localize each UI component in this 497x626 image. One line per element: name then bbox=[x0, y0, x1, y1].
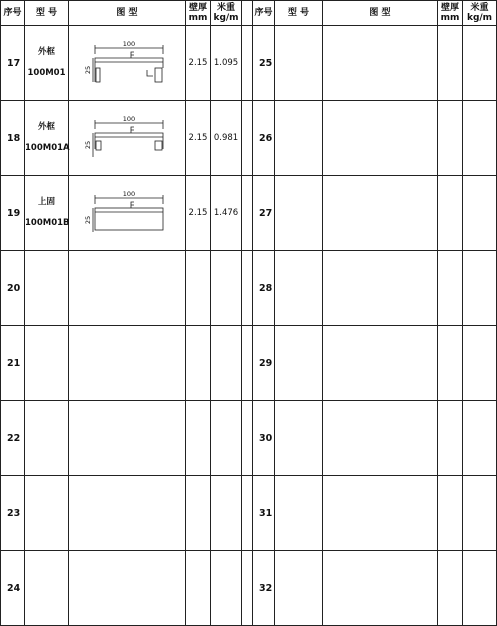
profile-right-leg bbox=[155, 141, 162, 150]
row-model-right bbox=[275, 251, 323, 326]
row-seq-right: 29 bbox=[253, 326, 275, 401]
row-spacer bbox=[242, 251, 253, 326]
row-thickness-right bbox=[438, 401, 463, 476]
header-thickness-right bbox=[438, 1, 463, 26]
row-figure-right bbox=[323, 26, 438, 101]
row-figure-right bbox=[323, 551, 438, 626]
table-row bbox=[1, 26, 497, 101]
row-seq-right: 25 bbox=[253, 26, 275, 101]
row-seq-right: 26 bbox=[253, 101, 275, 176]
model-name: 上固 bbox=[37, 197, 55, 207]
table-row bbox=[1, 476, 497, 551]
row-weight bbox=[211, 326, 242, 401]
row-figure-right bbox=[323, 326, 438, 401]
row-model bbox=[25, 551, 69, 626]
row-thickness-right bbox=[438, 101, 463, 176]
row-figure bbox=[69, 251, 186, 326]
row-seq: 20 bbox=[1, 251, 25, 326]
row-spacer bbox=[242, 101, 253, 176]
row-seq-right: 31 bbox=[253, 476, 275, 551]
header-weight-unit-right: kg/m bbox=[466, 13, 493, 23]
profile-drawing bbox=[85, 115, 169, 161]
profile-lip bbox=[147, 70, 153, 76]
row-figure-right bbox=[323, 251, 438, 326]
row-spacer bbox=[242, 401, 253, 476]
width-dimension-label: 100 bbox=[122, 190, 136, 198]
row-figure bbox=[69, 401, 186, 476]
row-weight-right bbox=[463, 176, 497, 251]
row-thickness-right bbox=[438, 326, 463, 401]
table-row bbox=[1, 401, 497, 476]
height-dimension-label: 25 bbox=[84, 215, 92, 225]
header-thickness-label: 壁厚 bbox=[188, 3, 207, 13]
width-dimension-label: 100 bbox=[122, 40, 136, 48]
row-thickness-right bbox=[438, 251, 463, 326]
row-model bbox=[25, 326, 69, 401]
header-weight-label-right: 米重 bbox=[470, 3, 489, 13]
row-spacer bbox=[242, 326, 253, 401]
row-figure-right bbox=[323, 401, 438, 476]
header-spacer bbox=[242, 1, 253, 26]
row-seq-right: 32 bbox=[253, 551, 275, 626]
row-seq: 24 bbox=[1, 551, 25, 626]
row-figure-right bbox=[323, 176, 438, 251]
row-model bbox=[25, 101, 69, 176]
width-dimension-label: 100 bbox=[122, 115, 136, 123]
row-seq: 19 bbox=[1, 176, 25, 251]
row-model-right bbox=[275, 551, 323, 626]
table-row bbox=[1, 251, 497, 326]
header-thickness bbox=[186, 1, 211, 26]
row-figure bbox=[69, 326, 186, 401]
row-spacer bbox=[242, 551, 253, 626]
row-model bbox=[25, 251, 69, 326]
row-weight-right bbox=[463, 551, 497, 626]
table-row bbox=[1, 551, 497, 626]
model-code: 100M01B bbox=[25, 218, 70, 228]
row-weight-right bbox=[463, 401, 497, 476]
row-weight-right bbox=[463, 101, 497, 176]
row-weight: 1.476 bbox=[211, 176, 242, 251]
row-model-right bbox=[275, 476, 323, 551]
row-model-right bbox=[275, 401, 323, 476]
row-thickness-right bbox=[438, 26, 463, 101]
table-body bbox=[1, 26, 497, 626]
row-spacer bbox=[242, 476, 253, 551]
row-figure bbox=[69, 476, 186, 551]
header-thickness-unit-right: mm bbox=[440, 13, 460, 23]
model-name: 外框 bbox=[37, 122, 55, 132]
profile-left-leg bbox=[96, 68, 100, 82]
header-model: 型 号 bbox=[25, 1, 69, 26]
profile-clip bbox=[131, 202, 134, 208]
height-dimension-label: 25 bbox=[84, 140, 92, 150]
header-row bbox=[1, 1, 497, 26]
row-model-right bbox=[275, 101, 323, 176]
row-figure bbox=[69, 101, 186, 176]
row-weight-right bbox=[463, 251, 497, 326]
row-figure bbox=[69, 551, 186, 626]
profile-clip bbox=[131, 127, 134, 133]
header-seq-right: 序号 bbox=[253, 1, 275, 26]
row-thickness-right bbox=[438, 476, 463, 551]
row-seq-right: 28 bbox=[253, 251, 275, 326]
row-model-right bbox=[275, 26, 323, 101]
row-seq-right: 30 bbox=[253, 401, 275, 476]
table-row bbox=[1, 101, 497, 176]
row-spacer bbox=[242, 26, 253, 101]
profile-left-leg bbox=[96, 141, 101, 150]
header-thickness-label-right: 壁厚 bbox=[440, 3, 459, 13]
row-thickness: 2.15 bbox=[186, 101, 211, 176]
row-weight bbox=[211, 551, 242, 626]
row-seq: 23 bbox=[1, 476, 25, 551]
row-seq: 17 bbox=[1, 26, 25, 101]
header-model-right: 型 号 bbox=[275, 1, 323, 26]
row-model-right bbox=[275, 326, 323, 401]
row-model bbox=[25, 176, 69, 251]
row-seq: 21 bbox=[1, 326, 25, 401]
row-weight-right bbox=[463, 476, 497, 551]
model-name: 外框 bbox=[37, 47, 55, 57]
header-figure: 图 型 bbox=[69, 1, 186, 26]
header-figure-right: 图 型 bbox=[323, 1, 438, 26]
row-thickness: 2.15 bbox=[186, 176, 211, 251]
row-seq: 18 bbox=[1, 101, 25, 176]
row-weight: 1.095 bbox=[211, 26, 242, 101]
header-weight-right bbox=[463, 1, 497, 26]
table-row bbox=[1, 176, 497, 251]
header-weight-label: 米重 bbox=[216, 3, 235, 13]
profile-right-leg bbox=[155, 68, 162, 82]
row-weight-right bbox=[463, 26, 497, 101]
row-model-right bbox=[275, 176, 323, 251]
row-figure bbox=[69, 176, 186, 251]
row-figure-right bbox=[323, 101, 438, 176]
header-weight-unit: kg/m bbox=[213, 13, 239, 23]
profile-outline bbox=[95, 208, 163, 230]
row-thickness bbox=[186, 476, 211, 551]
profile-outline bbox=[95, 133, 163, 149]
row-model bbox=[25, 476, 69, 551]
model-code: 100M01 bbox=[27, 68, 66, 78]
row-weight-right bbox=[463, 326, 497, 401]
row-thickness-right bbox=[438, 551, 463, 626]
row-thickness bbox=[186, 251, 211, 326]
row-thickness-right bbox=[438, 176, 463, 251]
header-weight bbox=[211, 1, 242, 26]
row-figure-right bbox=[323, 476, 438, 551]
profile-drawing bbox=[85, 190, 169, 236]
row-thickness bbox=[186, 326, 211, 401]
row-weight: 0.981 bbox=[211, 101, 242, 176]
row-spacer bbox=[242, 176, 253, 251]
row-weight bbox=[211, 401, 242, 476]
row-seq: 22 bbox=[1, 401, 25, 476]
profile-outline bbox=[95, 58, 163, 82]
table-row bbox=[1, 326, 497, 401]
row-thickness: 2.15 bbox=[186, 26, 211, 101]
header-seq: 序号 bbox=[1, 1, 25, 26]
row-figure bbox=[69, 26, 186, 101]
row-thickness bbox=[186, 551, 211, 626]
model-code: 100M01A bbox=[25, 143, 70, 153]
row-model bbox=[25, 26, 69, 101]
profile-clip bbox=[131, 52, 134, 58]
row-seq-right: 27 bbox=[253, 176, 275, 251]
header-thickness-unit: mm bbox=[188, 13, 208, 23]
row-weight bbox=[211, 476, 242, 551]
row-weight bbox=[211, 251, 242, 326]
profile-drawing bbox=[85, 40, 169, 86]
row-thickness bbox=[186, 401, 211, 476]
height-dimension-label: 25 bbox=[84, 65, 92, 75]
row-model bbox=[25, 401, 69, 476]
